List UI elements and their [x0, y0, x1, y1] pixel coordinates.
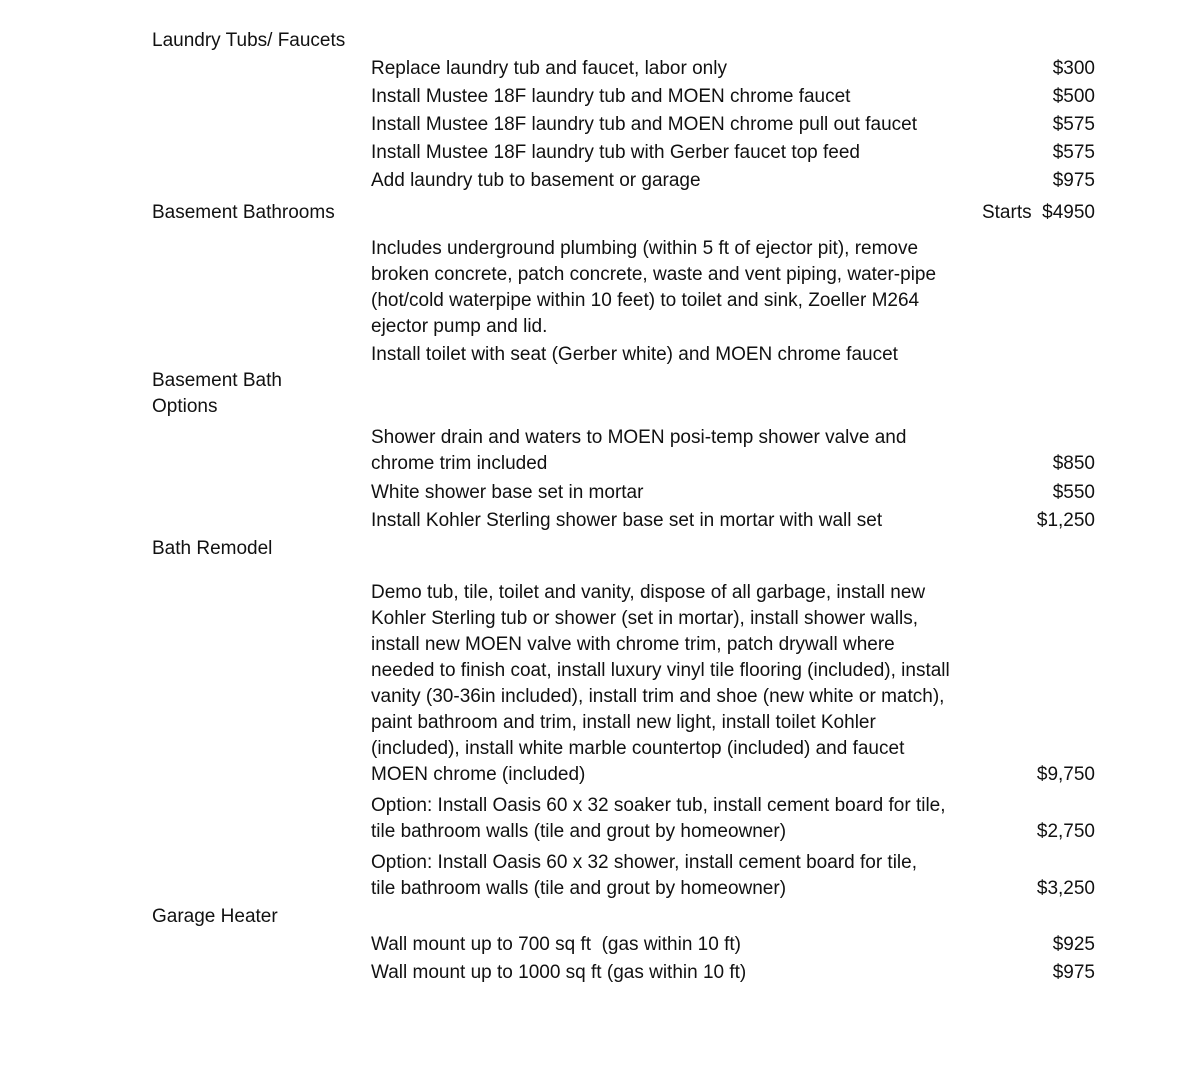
- section-title-bath-remodel: Bath Remodel: [152, 538, 273, 559]
- bath-remodel-item-desc: Demo tub, tile, toilet and vanity, dispose of all garbage, install new Kohler Sterling tub or shower (set in mortar), install shower walls, install new MOEN valve with chrome trim, patch drywall where needed to finish coat, install luxury vinyl tile flooring (included), install vanity (30-36in included), install trim and shoe (new white or match), paint bathroom and trim, install new light, install toilet Kohler (included), install white marble countertop (included) and faucet MOEN chrome (included): [371, 582, 950, 785]
- basement-option-item-price: $850: [1052, 453, 1095, 474]
- bath-remodel-item-price: $2,750: [1036, 821, 1095, 842]
- garage-heater-item-desc: Wall mount up to 1000 sq ft (gas within 10 ft): [371, 962, 747, 983]
- laundry-item-desc: Add laundry tub to basement or garage: [371, 170, 701, 191]
- bath-remodel-item-desc: Option: Install Oasis 60 x 32 soaker tub, install cement board for tile, tile bathroom walls (tile and grout by homeowner): [371, 795, 946, 842]
- laundry-item-price: $575: [1052, 142, 1095, 163]
- laundry-item-desc: Replace laundry tub and faucet, labor only: [371, 58, 727, 79]
- basement-bathrooms-price: Starts $4950: [981, 202, 1095, 223]
- garage-heater-item-price: $975: [1052, 962, 1095, 983]
- section-title-line: Basement Bath: [152, 370, 282, 391]
- laundry-item-price: $300: [1052, 58, 1095, 79]
- garage-heater-item-desc: Wall mount up to 700 sq ft (gas within 10 ft): [371, 934, 741, 955]
- basement-option-item-price: $1,250: [1036, 510, 1095, 531]
- basement-bathrooms-item-desc: Install toilet with seat (Gerber white) and MOEN chrome faucet: [371, 344, 898, 365]
- laundry-item-price: $500: [1052, 86, 1095, 107]
- bath-remodel-item-desc: Option: Install Oasis 60 x 32 shower, install cement board for tile, tile bathroom walls (tile and grout by homeowner): [371, 852, 917, 899]
- basement-option-item-desc: Install Kohler Sterling shower base set in mortar with wall set: [371, 510, 883, 531]
- section-title-laundry: Laundry Tubs/ Faucets: [152, 30, 346, 51]
- laundry-item-desc: Install Mustee 18F laundry tub with Gerber faucet top feed: [371, 142, 860, 163]
- laundry-item-desc: Install Mustee 18F laundry tub and MOEN chrome faucet: [371, 86, 851, 107]
- bath-remodel-item-price: $9,750: [1036, 764, 1095, 785]
- section-title-basement-bath-options: [152, 368, 282, 420]
- section-title-garage-heater: Garage Heater: [152, 906, 278, 927]
- basement-option-item-price: $550: [1052, 482, 1095, 503]
- garage-heater-item-price: $925: [1052, 934, 1095, 955]
- basement-bathrooms-item-desc: Includes underground plumbing (within 5 ft of ejector pit), remove broken concrete, patch concrete, waste and vent piping, water-pipe (hot/cold waterpipe within 10 feet) to toilet and sink, Zoeller M264 ejector pump and lid.: [371, 238, 937, 337]
- basement-option-item-desc: Shower drain and waters to MOEN posi-temp shower valve and chrome trim included: [371, 427, 907, 474]
- laundry-item-price: $975: [1052, 170, 1095, 191]
- laundry-item-price: $575: [1052, 114, 1095, 135]
- section-title-line: Options: [152, 396, 218, 417]
- section-title-basement-bathrooms: Basement Bathrooms: [152, 202, 335, 223]
- bath-remodel-item-price: $3,250: [1036, 878, 1095, 899]
- basement-option-item-desc: White shower base set in mortar: [371, 482, 644, 503]
- laundry-item-desc: Install Mustee 18F laundry tub and MOEN chrome pull out faucet: [371, 114, 917, 135]
